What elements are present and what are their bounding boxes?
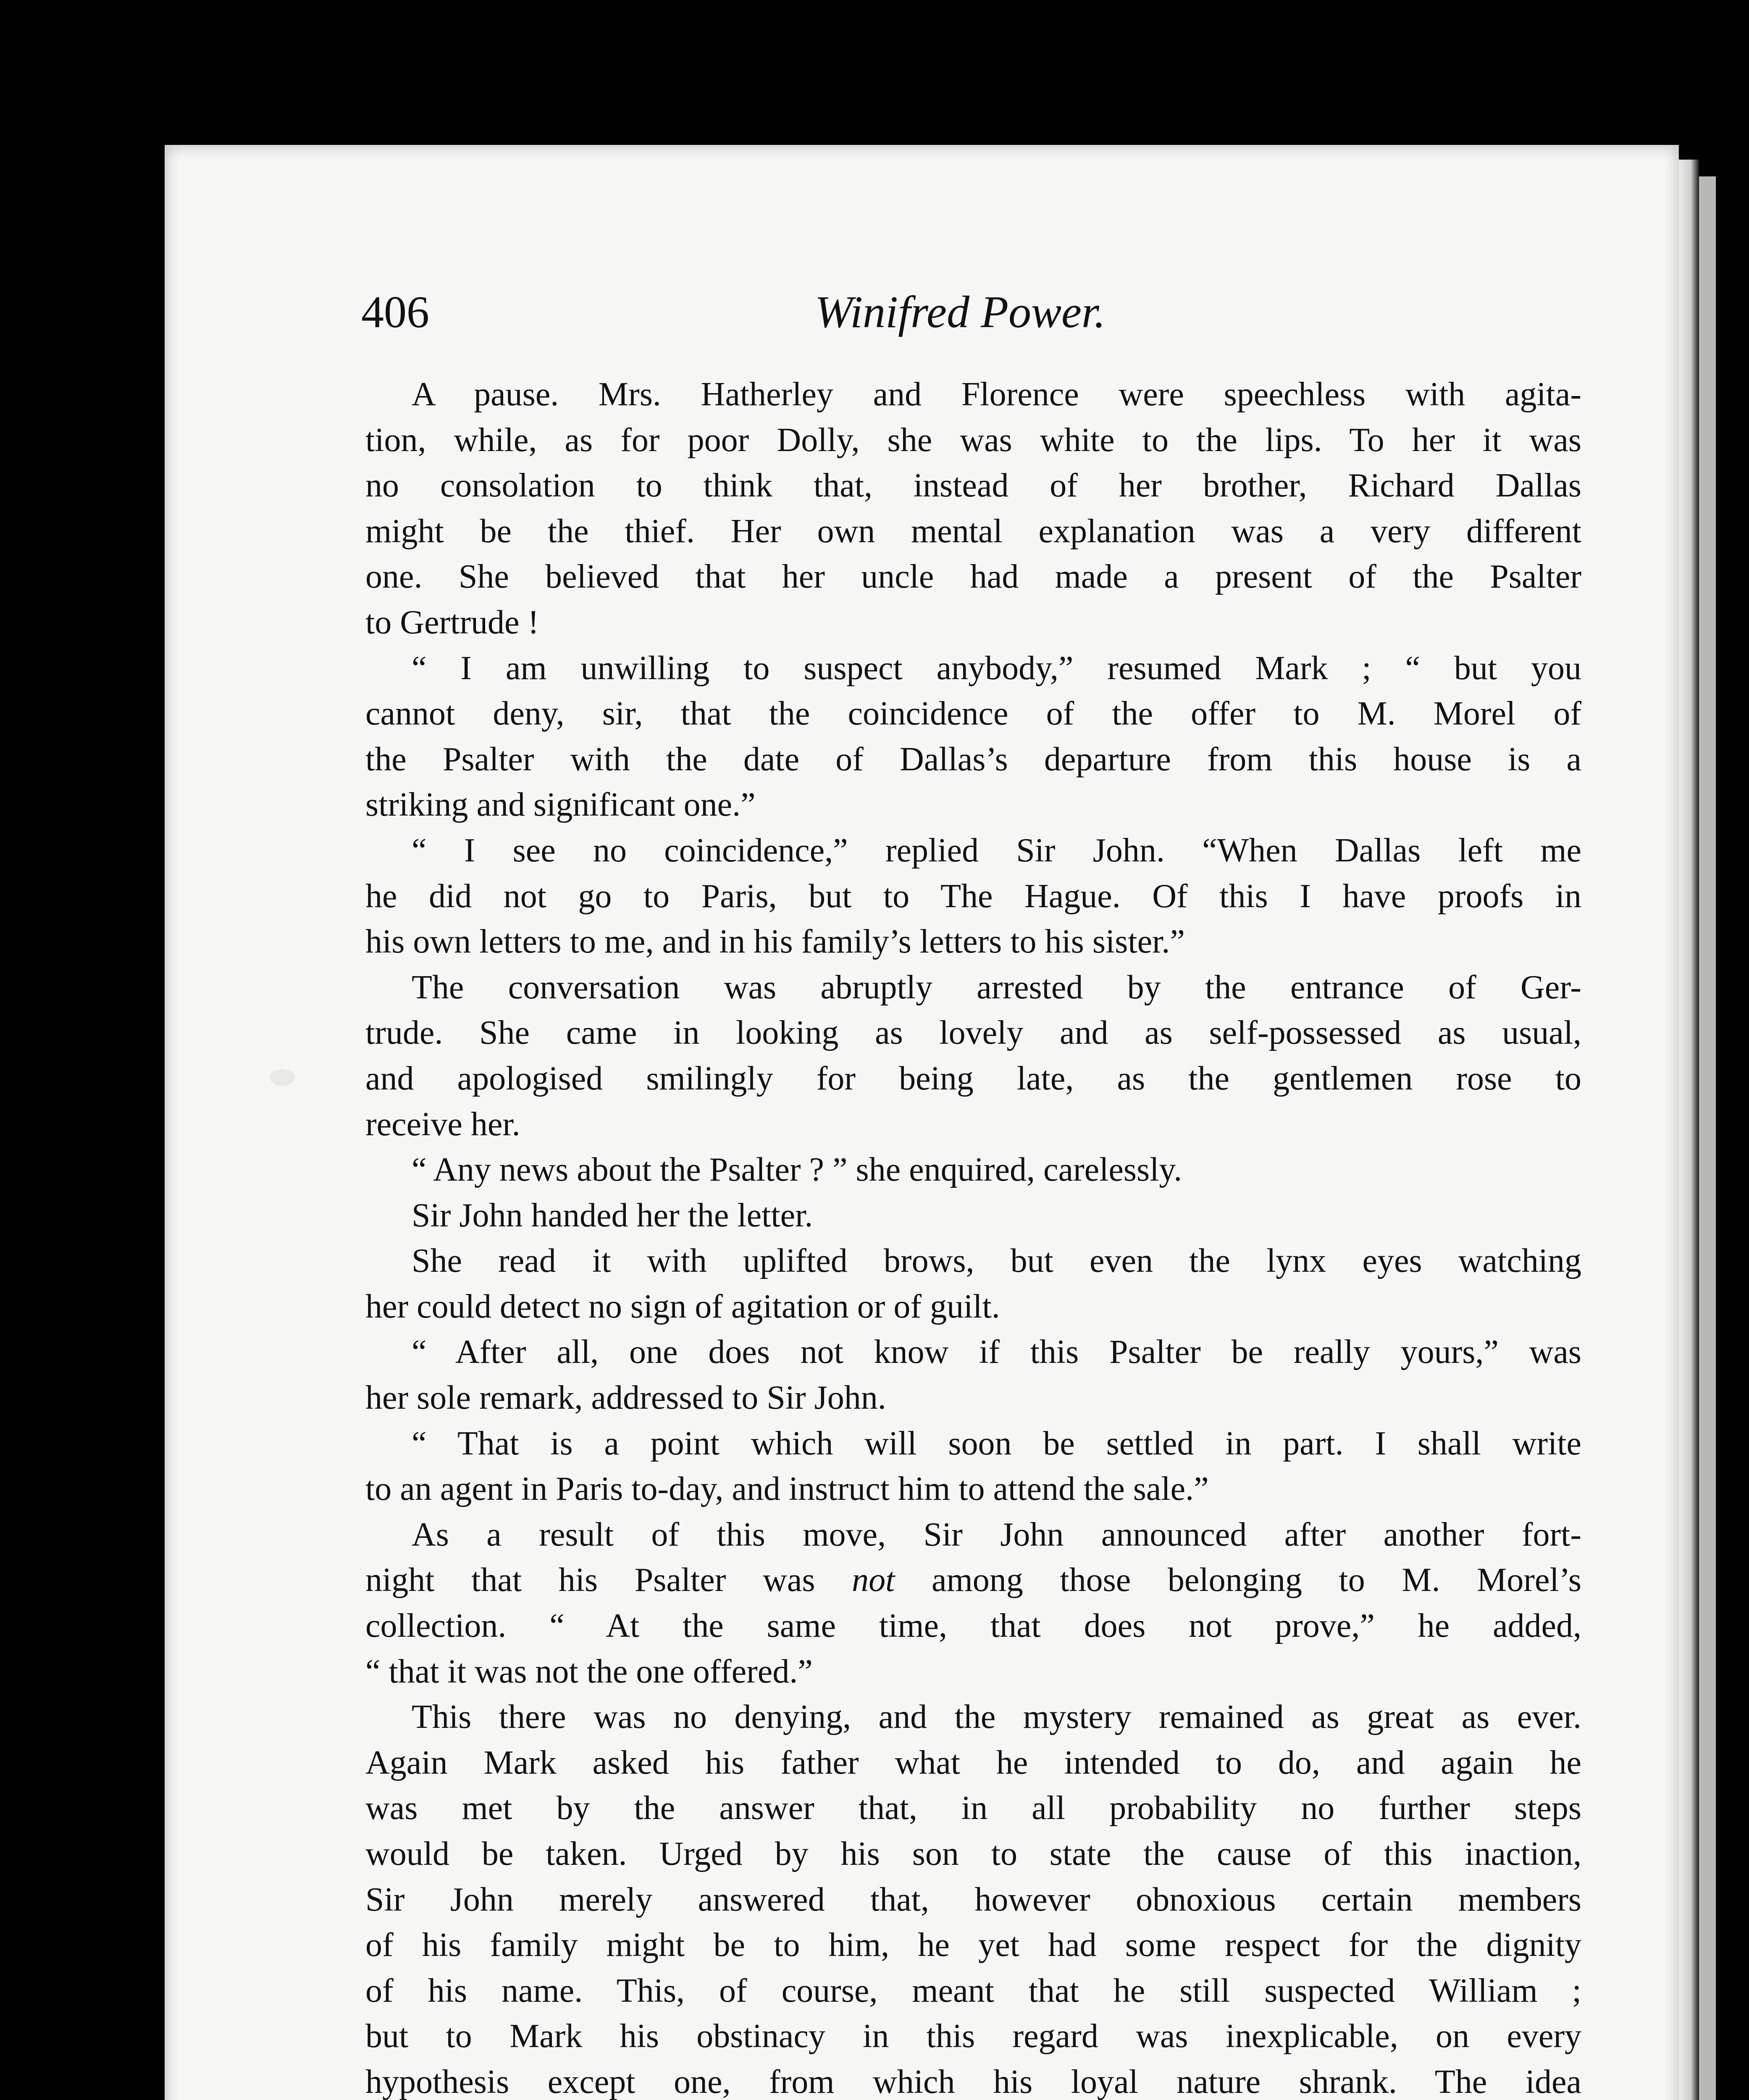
text-line: Sir John merely answered that, however obnoxious certain members	[365, 1881, 1581, 1918]
text-line: but to Mark his obstinacy in this regard was inexplicable, on every	[365, 2018, 1581, 2055]
text-line: “ I am unwilling to suspect anybody,” resumed Mark ; “ but you	[412, 649, 1581, 687]
text-line: The conversation was abruptly arrested by the entrance of Ger-	[412, 969, 1581, 1006]
text-line: his own letters to me, and in his family’s letters to his sister.”	[365, 923, 1185, 961]
page-number: 406	[361, 287, 429, 337]
text-line: her could detect no sign of agitation or of guilt.	[365, 1288, 1000, 1325]
text-line: Sir John handed her the letter.	[412, 1197, 813, 1234]
text-line: might be the thief. Her own mental explanation was a very different	[365, 512, 1581, 550]
text-line: “ I see no coincidence,” replied Sir John. “When Dallas left me	[412, 832, 1581, 869]
text-line: striking and significant one.”	[365, 786, 756, 824]
text-line: of his family might be to him, he yet had some respect for the dignity	[365, 1927, 1581, 1964]
text-line: A pause. Mrs. Hatherley and Florence were speechless with agita-	[412, 376, 1581, 413]
text-line: As a result of this move, Sir John announced after another fort-	[412, 1516, 1581, 1553]
text-line: would be taken. Urged by his son to state the cause of this inaction,	[365, 1835, 1581, 1872]
text-line: receive her.	[365, 1105, 520, 1143]
text-line: to Gertrude !	[365, 604, 539, 641]
text-line: trude. She came in looking as lovely and as self-possessed as usual,	[365, 1014, 1581, 1052]
text-line: her sole remark, addressed to Sir John.	[365, 1379, 886, 1417]
body-text	[365, 372, 1581, 2100]
text-line: hypothesis except one, from which his loyal nature shrank. The idea	[365, 2063, 1581, 2100]
text-line: he did not go to Paris, but to The Hague. Of this I have proofs in	[365, 877, 1581, 915]
text-line: cannot deny, sir, that the coincidence of the offer to M. Morel of	[365, 695, 1581, 732]
text-line: the Psalter with the date of Dallas’s departure from this house is a	[365, 740, 1581, 778]
text-line: tion, while, as for poor Dolly, she was white to the lips. To her it was	[365, 421, 1581, 459]
running-title: Winifred Power.	[815, 287, 1106, 337]
text-line: no consolation to think that, instead of her brother, Richard Dallas	[365, 467, 1581, 504]
page-edge-back	[1699, 176, 1716, 2100]
text-line: was met by the answer that, in all probability no further steps	[365, 1790, 1581, 1827]
page-edge	[1679, 160, 1699, 2100]
text-line: “ That is a point which will soon be settled in part. I shall write	[412, 1425, 1581, 1462]
page-smudge	[270, 1069, 295, 1086]
text-line: “ After all, one does not know if this Psalter be really yours,” was	[412, 1334, 1581, 1371]
text-line: of his name. This, of course, meant that he still suspected William ;	[365, 1972, 1581, 2009]
text-line: collection. “ At the same time, that does not prove,” he added,	[365, 1607, 1581, 1645]
text-line: to an agent in Paris to-day, and instruct him to attend the sale.”	[365, 1470, 1209, 1508]
text-line: one. She believed that her uncle had made a present of the Psalter	[365, 558, 1581, 596]
text-line: and apologised smilingly for being late, as the gentlemen rose to	[365, 1060, 1581, 1097]
text-line: This there was no denying, and the mystery remained as great as ever.	[412, 1698, 1581, 1736]
text-line: She read it with uplifted brows, but even the lynx eyes watching	[412, 1242, 1581, 1280]
text-line: “ that it was not the one offered.”	[365, 1653, 813, 1690]
text-line: night that his Psalter was not among those belonging to M. Morel’s	[365, 1562, 1581, 1599]
text-line: Again Mark asked his father what he intended to do, and again he	[365, 1744, 1581, 1781]
text-line: “ Any news about the Psalter ? ” she enquired, carelessly.	[412, 1151, 1182, 1189]
